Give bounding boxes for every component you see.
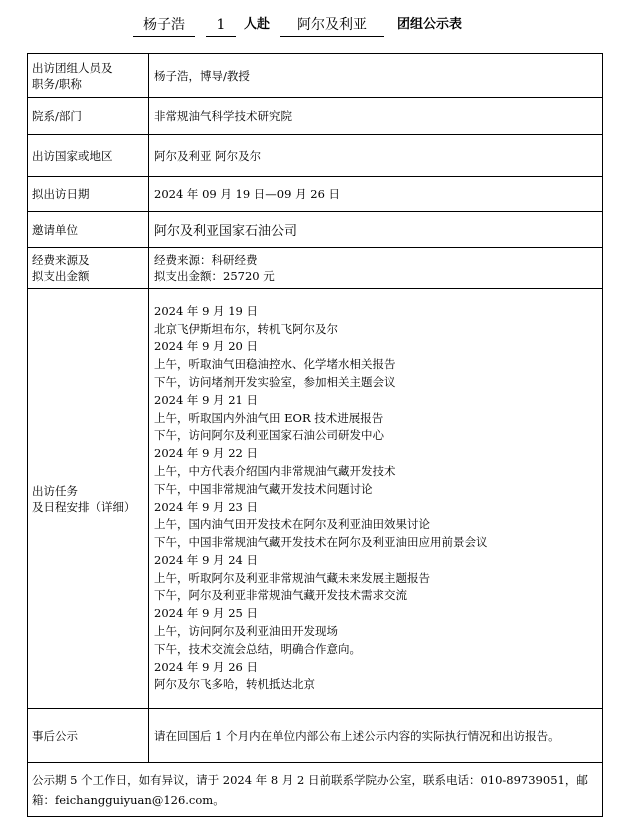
schedule-line: 北京飞伊斯坦布尔，转机飞阿尔及尔	[154, 321, 338, 336]
value-schedule	[149, 289, 603, 709]
value-funding: 经费来源：科研经费 拟支出金额：25720 元	[149, 248, 603, 289]
schedule-line: 下午，访问阿尔及利亚国家石油公司研发中心	[154, 428, 384, 443]
label-dates: 拟出访日期	[28, 177, 149, 212]
schedule-line: 2024 年 9 月 26 日	[154, 659, 258, 674]
schedule-line: 2024 年 9 月 23 日	[154, 499, 258, 514]
value-department: 非常规油气科学技术研究院	[149, 98, 603, 135]
label-department: 院系/部门	[28, 98, 149, 135]
label-schedule: 出访任务 及日程安排（详细）	[28, 289, 149, 709]
label-country: 出访国家或地区	[28, 135, 149, 177]
title-destination: 阿尔及利亚	[280, 14, 384, 37]
value-inviter: 阿尔及利亚国家石油公司	[149, 212, 603, 248]
schedule-line: 下午，中国非常规油气藏开发技术在阿尔及利亚油田应用前景会议	[154, 535, 488, 550]
value-members: 杨子浩，博导/教授	[149, 54, 603, 98]
value-dates: 2024 年 09 月 19 日—09 月 26 日	[149, 177, 603, 212]
title-count: 1	[206, 14, 236, 37]
row-department	[28, 98, 603, 135]
schedule-line: 2024 年 9 月 24 日	[154, 552, 258, 567]
row-dates	[28, 177, 603, 212]
schedule-line: 2024 年 9 月 20 日	[154, 339, 258, 354]
value-country: 阿尔及利亚 阿尔及尔	[149, 135, 603, 177]
row-funding	[28, 248, 603, 289]
label-post-notice: 事后公示	[28, 709, 149, 763]
row-schedule	[28, 289, 603, 709]
row-members	[28, 54, 603, 98]
row-post-notice	[28, 709, 603, 763]
delegation-table	[27, 53, 603, 817]
schedule-line: 下午，技术交流会总结，明确合作意向。	[154, 641, 361, 656]
schedule-line: 下午，阿尔及利亚非常规油气藏开发技术需求交流	[154, 588, 407, 603]
row-country	[28, 135, 603, 177]
schedule-line: 2024 年 9 月 19 日	[154, 303, 258, 318]
footer-line-2: 箱：feichangguiyuan@126.com。	[32, 792, 225, 807]
label-members: 出访团组人员及 职务/职称	[28, 54, 149, 98]
footer-notice	[28, 763, 603, 817]
row-footer	[28, 763, 603, 817]
schedule-line: 2024 年 9 月 25 日	[154, 606, 258, 621]
title-suffix: 团组公示表	[397, 17, 463, 32]
schedule-line: 上午，中方代表介绍国内非常规油气藏开发技术	[154, 463, 396, 478]
schedule-line: 下午，访问堵剂开发实验室，参加相关主题会议	[154, 374, 396, 389]
schedule-line: 2024 年 9 月 21 日	[154, 392, 258, 407]
schedule-line: 上午，听取阿尔及利亚非常规油气藏未来发展主题报告	[154, 570, 430, 585]
schedule-line: 上午，听取油气田稳油控水、化学堵水相关报告	[154, 357, 396, 372]
schedule-line: 2024 年 9 月 22 日	[154, 446, 258, 461]
schedule-line: 上午，访问阿尔及利亚油田开发现场	[154, 624, 338, 639]
title-name: 杨子浩	[133, 14, 195, 37]
label-funding: 经费来源及 拟支出金额	[28, 248, 149, 289]
form-title	[0, 14, 621, 40]
title-go-to: 人赴	[244, 17, 271, 32]
value-post-notice: 请在回国后 1 个月内在单位内部公布上述公示内容的实际执行情况和出访报告。	[149, 709, 603, 763]
row-inviter	[28, 212, 603, 248]
label-inviter: 邀请单位	[28, 212, 149, 248]
footer-line-1: 公示期 5 个工作日，如有异议，请于 2024 年 8 月 2 日前联系学院办公室，联系电话：010-89739051，邮	[32, 772, 588, 787]
schedule-line: 阿尔及尔飞多哈，转机抵达北京	[154, 677, 315, 692]
schedule-line: 下午，中国非常规油气藏开发技术问题讨论	[154, 481, 373, 496]
schedule-line: 上午，国内油气田开发技术在阿尔及利亚油田效果讨论	[154, 517, 430, 532]
schedule-line: 上午，听取国内外油气田 EOR 技术进展报告	[154, 410, 384, 425]
